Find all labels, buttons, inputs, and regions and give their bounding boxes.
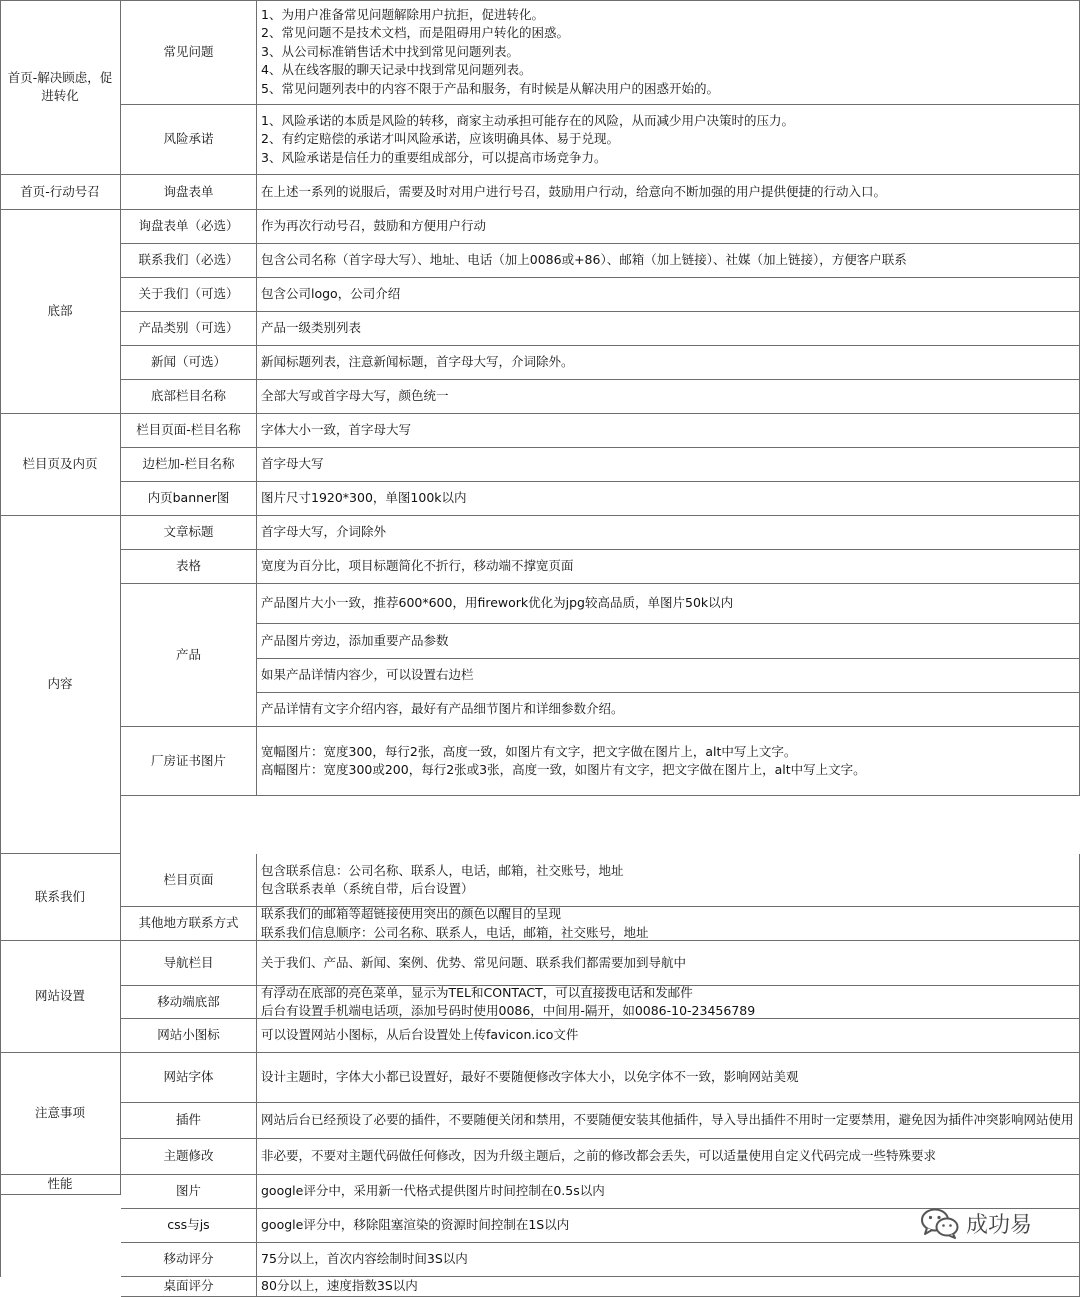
description-line: 1、风险承诺的本质是风险的转移，商家主动承担可能存在的风险，从而减少用户决策时的压力。 bbox=[261, 112, 794, 128]
description-line: 设计主题时，字体大小都已设置好，最好不要随便修改字体大小，以免字体不一致，影响网站美观 bbox=[261, 1069, 799, 1085]
description-line: 产品图片旁边，添加重要产品参数 bbox=[261, 632, 449, 648]
description-line: 产品图片大小一致，推荐600*600，用firework优化为jpg较高品质，单图片50k以内 bbox=[261, 595, 734, 611]
description-cell bbox=[257, 312, 1080, 346]
description-line: 80分以上，速度指数3S以内 bbox=[261, 1278, 418, 1293]
item-name-cell: 产品类别（可选） bbox=[121, 312, 257, 346]
description-line: 高幅图片：宽度300或200，每行2张或3张，高度一致，如图片有文字，把文字做在图片上，alt中写上文字。 bbox=[261, 762, 866, 777]
item-name-cell: 主题修改 bbox=[121, 1139, 257, 1175]
description-line: 4、从在线客服的聊天记录中找到常见问题列表。 bbox=[261, 62, 532, 78]
item-name-cell: 桌面评分 bbox=[121, 1277, 257, 1297]
description-cell bbox=[257, 1175, 1080, 1209]
category-cell: 注意事项 bbox=[0, 1053, 121, 1175]
description-cell bbox=[257, 346, 1080, 380]
description-line: 5、常见问题列表中的内容不限于产品和服务，有时候是从解决用户的困惑开始的。 bbox=[261, 80, 719, 96]
description-line: 可以设置网站小图标，从后台设置处上传favicon.ico文件 bbox=[261, 1027, 579, 1043]
description-cell bbox=[257, 1019, 1080, 1053]
description-line: 如果产品详情内容少，可以设置右边栏 bbox=[261, 667, 474, 683]
item-name-cell: 联系我们（必选） bbox=[121, 244, 257, 278]
item-name-cell: 插件 bbox=[121, 1103, 257, 1139]
description-line: 包含联系信息：公司名称、联系人，电话，邮箱，社交账号，地址 bbox=[261, 862, 624, 878]
description-line: 在上述一系列的说服后，需要及时对用户进行号召，鼓励用户行动，给意向不断加强的用户提供便捷的行动入口。 bbox=[261, 183, 887, 199]
description-cell bbox=[257, 1243, 1080, 1277]
category-cell: 联系我们 bbox=[0, 854, 121, 941]
wechat-icon bbox=[920, 1207, 960, 1239]
description-cell bbox=[257, 624, 1080, 659]
item-name-cell: 厂房证书图片 bbox=[121, 727, 257, 796]
description-line: 75分以上，首次内容绘制时间3S以内 bbox=[261, 1251, 468, 1267]
description-line: 包含公司名称（首字母大写）、地址、电话（加上0086或+86）、邮箱（加上链接）、社媒（加上链接），方便客户联系 bbox=[261, 252, 907, 268]
item-name-cell: 内页banner图 bbox=[121, 482, 257, 516]
description-cell bbox=[257, 1139, 1080, 1175]
item-name-cell: 产品 bbox=[121, 584, 257, 727]
description-line: 包含公司logo，公司介绍 bbox=[261, 286, 401, 302]
item-name-cell: 新闻（可选） bbox=[121, 346, 257, 380]
item-name-cell: 询盘表单（必选） bbox=[121, 210, 257, 244]
watermark bbox=[920, 1207, 1032, 1239]
description-cell bbox=[257, 175, 1080, 210]
description-line: 图片尺寸1920*300，单图100k以内 bbox=[261, 490, 467, 506]
description-cell bbox=[257, 0, 1080, 105]
item-name-cell: 网站小图标 bbox=[121, 1019, 257, 1053]
category-cell: 栏目页及内页 bbox=[0, 414, 121, 516]
description-line: 后台有设置手机端电话项，添加号码时使用0086，中间用-隔开，如0086-10-23456789 bbox=[261, 1003, 756, 1018]
description-cell bbox=[257, 1053, 1080, 1103]
description-cell bbox=[257, 986, 1080, 1019]
item-name-cell: 文章标题 bbox=[121, 516, 257, 550]
description-line: 产品一级类别列表 bbox=[261, 320, 362, 336]
description-line: 非必要，不要对主题代码做任何修改，因为升级主题后，之前的修改都会丢失，可以适量使用自定义代码完成一些特殊要求 bbox=[261, 1148, 937, 1164]
description-line: 新闻标题列表，注意新闻标题，首字母大写，介词除外。 bbox=[261, 354, 574, 370]
description-line: 作为再次行动号召，鼓励和方便用户行动 bbox=[261, 218, 487, 234]
description-cell bbox=[257, 659, 1080, 693]
item-name-cell: 询盘表单 bbox=[121, 175, 257, 210]
description-line: 产品详情有文字介绍内容，最好有产品细节图片和详细参数介绍。 bbox=[261, 701, 624, 717]
description-line: 1、为用户准备常见问题解除用户抗拒，促进转化。 bbox=[261, 6, 544, 22]
description-line: 3、风险承诺是信任力的重要组成部分，可以提高市场竞争力。 bbox=[261, 149, 607, 165]
description-cell bbox=[257, 516, 1080, 550]
description-cell bbox=[257, 482, 1080, 516]
description-cell bbox=[257, 941, 1080, 986]
description-cell bbox=[257, 448, 1080, 482]
description-line: 包含联系表单（系统自带，后台设置） bbox=[261, 881, 474, 896]
description-line: 全部大写或首字母大写，颜色统一 bbox=[261, 388, 449, 404]
item-name-cell: 风险承诺 bbox=[121, 105, 257, 175]
description-line: 首字母大写 bbox=[261, 456, 324, 472]
category-cell: 底部 bbox=[0, 210, 121, 414]
description-line: 2、有约定赔偿的承诺才叫风险承诺，应该明确具体、易于兑现。 bbox=[261, 131, 619, 147]
description-line: 首字母大写，介词除外 bbox=[261, 524, 387, 540]
description-line: google评分中，采用新一代格式提供图片时间控制在0.5s以内 bbox=[261, 1183, 605, 1199]
description-cell bbox=[257, 584, 1080, 624]
category-cell: 首页-行动号召 bbox=[0, 175, 121, 210]
description-cell bbox=[257, 380, 1080, 414]
description-cell bbox=[257, 1277, 1080, 1297]
description-cell bbox=[257, 907, 1080, 941]
description-line: 联系我们信息顺序：公司名称、联系人，电话，邮箱，社交账号，地址 bbox=[261, 924, 649, 940]
item-name-cell: 图片 bbox=[121, 1175, 257, 1209]
item-name-cell: 表格 bbox=[121, 550, 257, 584]
item-name-cell: 其他地方联系方式 bbox=[121, 907, 257, 941]
item-name-cell: 网站字体 bbox=[121, 1053, 257, 1103]
description-cell bbox=[257, 105, 1080, 175]
description-cell bbox=[257, 693, 1080, 727]
item-name-cell: 边栏加-栏目名称 bbox=[121, 448, 257, 482]
description-cell bbox=[257, 244, 1080, 278]
item-name-cell: 底部栏目名称 bbox=[121, 380, 257, 414]
item-name-cell: 关于我们（可选） bbox=[121, 278, 257, 312]
description-line: google评分中，移除阻塞渲染的资源时间控制在1S以内 bbox=[261, 1217, 570, 1233]
watermark-text: 成功易 bbox=[966, 1212, 1033, 1238]
description-line: 网站后台已经预设了必要的插件，不要随便关闭和禁用，不要随便安装其他插件，导入导出插件不用时一定要禁用，避免因为插件冲突影响网站使用 bbox=[261, 1112, 1074, 1128]
category-cell: 首页-解决顾虑，促进转化 bbox=[0, 0, 121, 175]
description-line: 关于我们、产品、新闻、案例、优势、常见问题、联系我们都需要加到导航中 bbox=[261, 954, 687, 970]
description-line: 宽度为百分比，项目标题简化不折行，移动端不撑宽页面 bbox=[261, 558, 574, 574]
item-name-cell: 移动评分 bbox=[121, 1243, 257, 1277]
category-cell: 性能 bbox=[0, 1175, 121, 1195]
description-line: 2、常见问题不是技术文档，而是阻碍用户转化的困惑。 bbox=[261, 25, 569, 41]
description-cell bbox=[257, 1103, 1080, 1139]
category-cell: 网站设置 bbox=[0, 941, 121, 1053]
category-cell: 内容 bbox=[0, 516, 121, 854]
description-cell bbox=[257, 854, 1080, 907]
item-name-cell: css与js bbox=[121, 1209, 257, 1243]
description-line: 字体大小一致，首字母大写 bbox=[261, 422, 412, 438]
description-cell bbox=[257, 550, 1080, 584]
description-cell bbox=[257, 727, 1080, 796]
description-line: 联系我们的邮箱等超链接使用突出的颜色以醒目的呈现 bbox=[261, 906, 562, 921]
item-name-cell: 导航栏目 bbox=[121, 941, 257, 986]
description-cell bbox=[257, 210, 1080, 244]
description-line: 宽幅图片：宽度300，每行2张，高度一致，如图片有文字，把文字做在图片上，alt中写上文字。 bbox=[261, 743, 797, 759]
item-name-cell: 常见问题 bbox=[121, 0, 257, 105]
description-line: 3、从公司标准销售话术中找到常见问题列表。 bbox=[261, 43, 519, 59]
description-line: 有浮动在底部的亮色菜单，显示为TEL和CONTACT，可以直接拨电话和发邮件 bbox=[261, 984, 693, 1000]
description-cell bbox=[257, 414, 1080, 448]
item-name-cell: 栏目页面 bbox=[121, 854, 257, 907]
item-name-cell: 栏目页面-栏目名称 bbox=[121, 414, 257, 448]
item-name-cell: 移动端底部 bbox=[121, 986, 257, 1019]
description-cell bbox=[257, 278, 1080, 312]
